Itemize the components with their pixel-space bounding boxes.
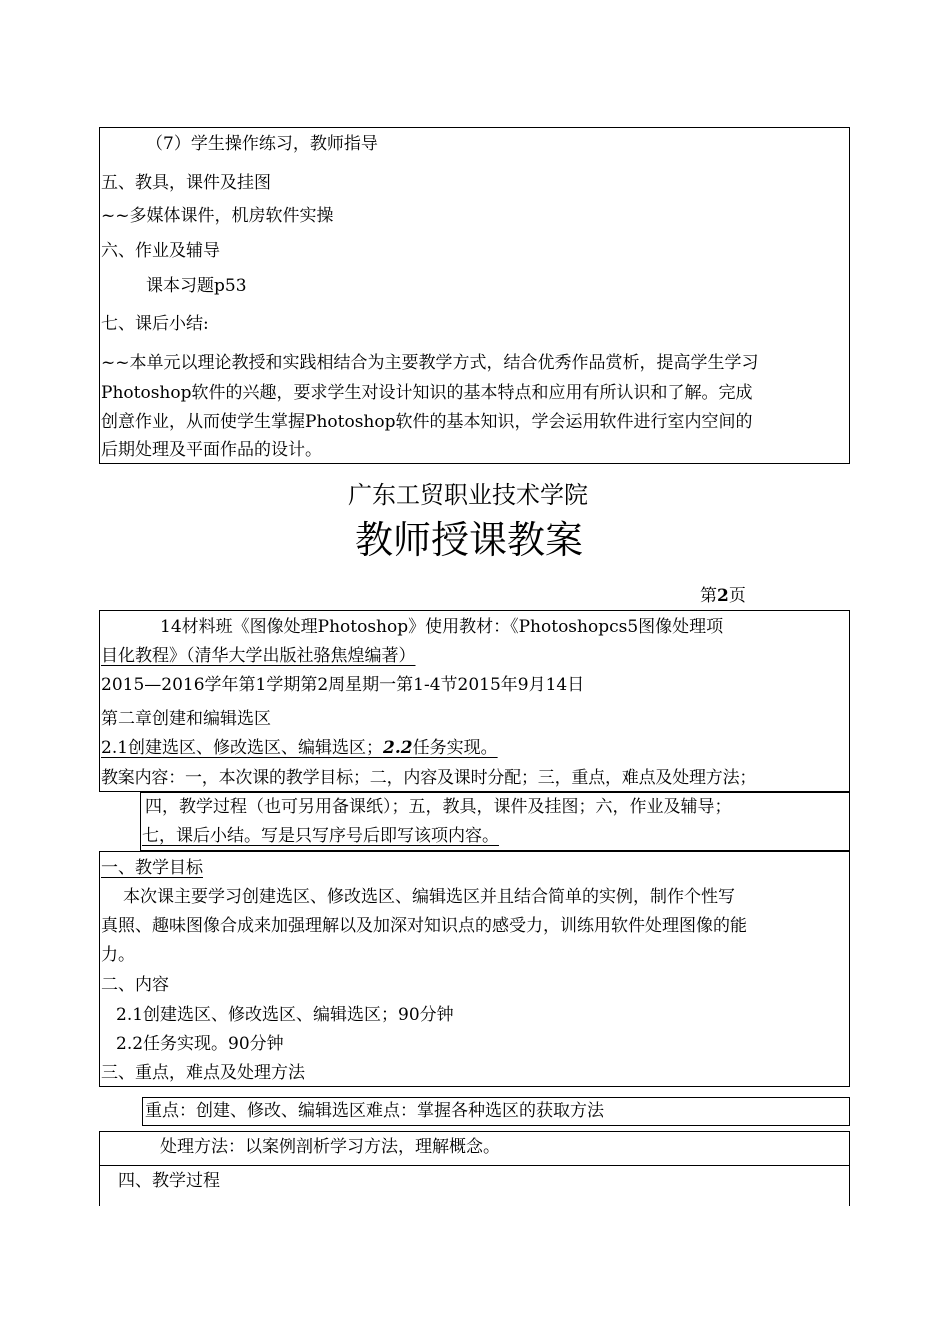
course-line1: 14材料班《图像处理Photoshop》使用教材：《Photoshopcs5图像处理项 [160,617,724,637]
content-item-2: 2.2任务实现。90分钟 [116,1034,284,1054]
page-label-post: 页 [728,586,746,606]
objectives-text-line2: 真照、趣味图像合成来加强理解以及加深对知识点的感受力，训练用软件处理图像的能 [101,916,747,936]
content-outline-line2: 四，教学过程（也可另用备课纸）；五，教具，课件及挂图；六，作业及辅导； [145,797,732,817]
sections-line [101,740,498,757]
objectives-heading: 一、教学目标 [101,858,203,878]
content-item-1: 2.1创建选区、修改选区、编辑选区；90分钟 [116,1005,454,1025]
school-name: 广东工贸职业技术学院 [348,481,588,509]
sections-part-b: 2.2 [383,738,413,758]
content-heading: 二、内容 [101,975,169,995]
summary-para-line1: ~~本单元以理论教授和实践相结合为主要教学方式，结合优秀作品赏析，提高学生学习 [101,353,759,373]
page-number [700,588,746,605]
method-divider [99,1165,850,1166]
summary-para-line3: 创意作业，从而使学生掌握Photoshop软件的基本知识，学会运用软件进行室内空间的 [101,412,753,432]
teaching-aids-text: ~~多媒体课件，机房软件实操 [101,206,334,226]
course-info-box [99,610,850,792]
homework-text: 课本习题p53 [146,276,247,296]
key-points-text: 重点：创建、修改、编辑选区难点：掌握各种选区的获取方法 [145,1101,604,1121]
key-points-heading: 三、重点，难点及处理方法 [101,1063,305,1083]
content-outline-line3: 七，课后小结。写是只写序号后即写该项内容。 [142,826,499,846]
process-heading: 四、教学过程 [118,1171,220,1191]
sections-part-c: 任务实现。 [412,738,498,758]
page-label-pre: 第 [700,586,717,606]
document-title: 教师授课教案 [355,518,584,562]
summary-para-line2: Photoshop软件的兴趣，要求学生对设计知识的基本特点和应用有所认识和了解。完成 [101,383,753,403]
objectives-text-line3: 力。 [101,945,135,965]
student-practice-line: （7）学生操作练习，教师指导 [146,134,378,154]
course-line2: 目化教程》（清华大学出版社骆焦煌编著） [101,646,416,666]
objectives-text-line1: 本次课主要学习创建选区、修改选区、编辑选区并且结合简单的实例，制作个性写 [123,887,735,907]
method-text: 处理方法：以案例剖析学习方法，理解概念。 [160,1137,500,1157]
date-line: 2015—2016学年第1学期第2周星期一第1-4节2015年9月14日 [101,675,585,695]
summary-para-line4: 后期处理及平面作品的设计。 [101,440,322,460]
sections-part-a: 2.1创建选区、修改选区、编辑选区； [101,738,384,758]
chapter-title: 第二章创建和编辑选区 [101,709,271,729]
summary-heading: 七、课后小结: [101,314,209,334]
teaching-aids-heading: 五、教具，课件及挂图 [101,173,271,193]
homework-heading: 六、作业及辅导 [101,241,220,261]
content-outline-line1: 教案内容：一，本次课的教学目标；二，内容及课时分配；三，重点，难点及处理方法； [101,768,757,788]
page-number-value: 2 [717,586,729,606]
